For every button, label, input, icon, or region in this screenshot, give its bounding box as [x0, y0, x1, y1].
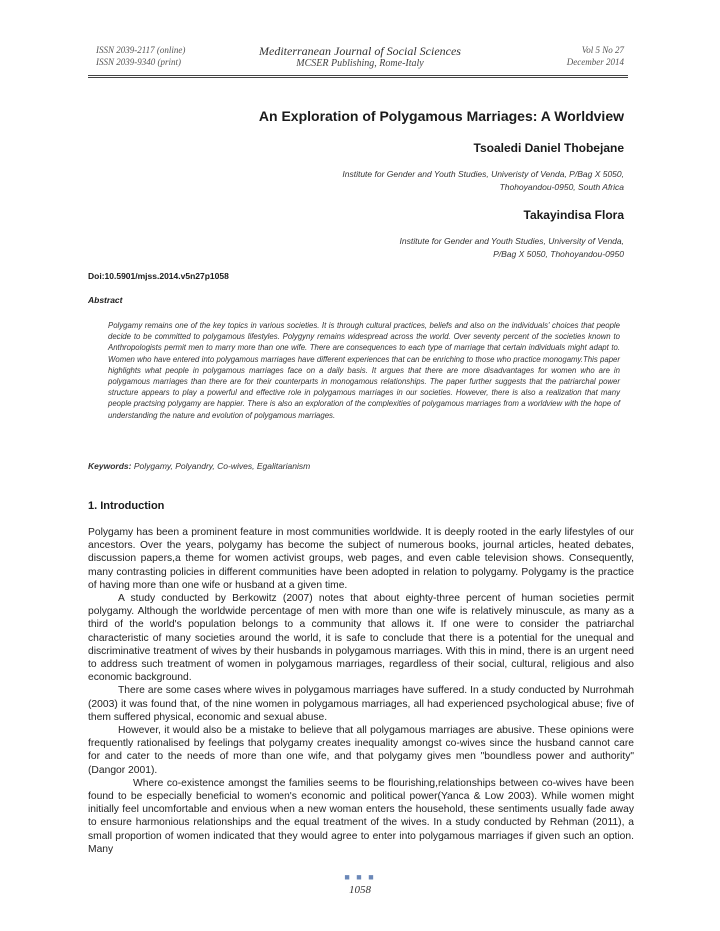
keywords-label: Keywords: [88, 461, 132, 471]
paper-title: An Exploration of Polygamous Marriages: A Worldview [258, 108, 624, 124]
paragraph: A study conducted by Berkowitz (2007) notes that about eighty-three percent of human societies permit polygamy. Although the worldwide percentage of men with more than one wife is relatively minuscule, as many as a third of the world's population belongs to a community that allows it. If one were to consider the patriarchal characteristic of many societies around the world, it is safe to conclude that there is a potential for the unequal and discriminative treatment of wives by their husbands in polygamous marriages. With this in mind, there is an urgent need to address such treatment of women in polygamous marriages, regardless of their social, cultural, religious and also economic background. [88, 593, 634, 684]
publisher: MCSER Publishing, Rome-Italy [296, 58, 424, 69]
page-number: 1058 [349, 884, 371, 896]
author-name: Takayindisa Flora [523, 208, 624, 222]
header-rule-bottom [88, 77, 628, 78]
keywords-list: Polygamy, Polyandry, Co-wives, Egalitarianism [133, 461, 311, 471]
journal-name: Mediterranean Journal of Social Sciences [259, 44, 461, 58]
affiliation-line: Thohoyandou-0950, South Africa [499, 182, 624, 192]
header-rule-top [88, 75, 628, 76]
paragraph: Polygamy has been a prominent feature in most communities worldwide. It is deeply rooted in the early lifestyles of our ancestors. Over the years, polygamy has become the subject of numerous books, journal articles, heated debates, discussion papers,a theme for women activist groups, web pages, and even cable television shows. Consequently, many contrasting policies in different communities have been adopted in relation to polygamy. Polygamy is the practice of having more than one wife or husband at a given time. [88, 527, 634, 591]
affiliation-line: P/Bag X 5050, Thohoyandou-0950 [493, 249, 624, 259]
paragraph: There are some cases where wives in polygamous marriages have suffered. In a study conducted by Nurrohmah (2003) it was found that, of the nine women in polygamous marriages, all had experienced psychological abuse; five of them suffered physical, economic and sexual abuse. [88, 685, 634, 723]
section-heading: 1. Introduction [88, 500, 165, 512]
abstract-text: Polygamy remains one of the key topics in various societies. It is through cultural practices, beliefs and also on the individuals' choices that people decide to be committed to polygamous lifestyles. Polygyny remains widespread across the world. Over seventy percent of the societies known to Anthropologists permit men to marry more than one wife. There are consequences to each type of marriage that certain individuals might adapt to. Women who have entered into polygamous marriages have different experiences that can be enriching to those who practice monogamy.This paper highlights what people in polygamous marriages face on a daily basis. It argues that there are more disadvantages for women who are in polygamous marriages than there are for their counterparts in monogamous relationships. The paper further suggests that the patriarchal power structure appears to play a powerful and effective role in polygamous marriages in our societies. However, there is also a realization that many people practsing polygamy are happier. There is also an exploration of the complexities of polygamous marriages from a worldview with the hope of understanding the nature and evolution of polygamous marriages. [108, 321, 620, 420]
author-name: Tsoaledi Daniel Thobejane [473, 141, 624, 155]
issue-date: December 2014 [566, 57, 624, 67]
footer-ornament: ■ ■ ■ [344, 872, 376, 882]
header-volume [567, 44, 624, 68]
affiliation-line: Institute for Gender and Youth Studies, Univeristy of Venda, P/Bag X 5050, [342, 169, 624, 179]
paragraph: However, it would also be a mistake to believe that all polygamous marriages are abusive. These opinions were frequently rationalised by feelings that polygamy creates inequality amongst co-wives since the husband cannot care for and cater to the needs of more than one wife, and that polygamy gives men "boundless power and authority" (Dangor 2001). [88, 725, 634, 776]
abstract-heading: Abstract [88, 295, 123, 305]
affiliation-line: Institute for Gender and Youth Studies, University of Venda, [399, 236, 624, 246]
issn-online: ISSN 2039-2117 (online) [96, 45, 186, 55]
author-affiliation [400, 235, 624, 261]
paragraph: Where co-existence amongst the families seems to be flourishing,relationships between co-wives have been found to be especially beneficial to women's economic and political power(Yanca & Low 2003). While women might initially feel uncomfortable and envious when a new woman enters the household, these sentiments usually fade away to ensure harmonious relationships and the equal treatment of the wives. In a study conducted by Rehman (2011), a small proportion of women indicated that they would agree to enter into polygamous marriages if given such an option. Many [88, 777, 634, 855]
author-affiliation [342, 168, 624, 194]
keywords [88, 461, 310, 471]
volume: Vol 5 No 27 [581, 45, 624, 55]
doi: Doi:10.5901/mjss.2014.v5n27p1058 [88, 271, 229, 281]
issn-print: ISSN 2039-9340 (print) [96, 57, 181, 67]
body-text [88, 526, 634, 856]
